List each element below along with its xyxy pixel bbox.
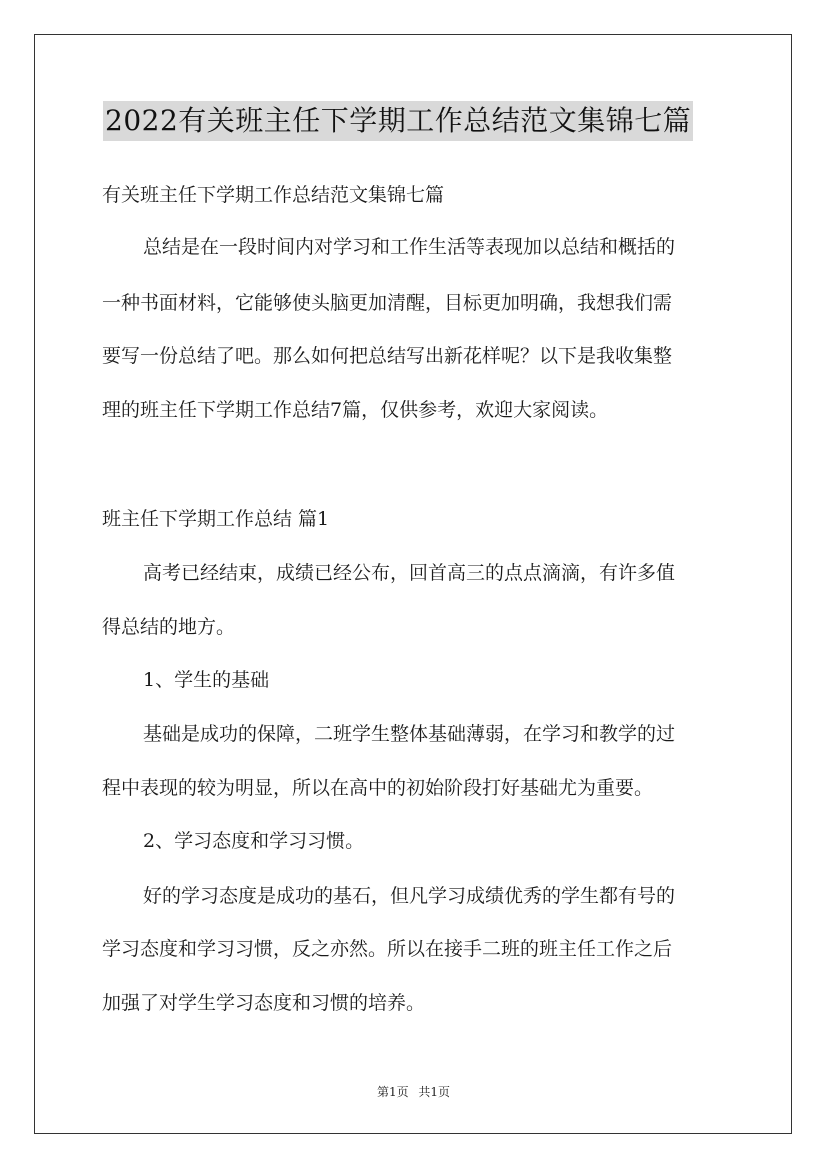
document-subtitle: 有关班主任下学期工作总结范文集锦七篇	[102, 184, 445, 206]
paragraph-line: 程中表现的较为明显，所以在高中的初始阶段打好基础尤为重要。	[102, 777, 654, 799]
intro-line-4: 理的班主任下学期工作总结7篇，仅供参考，欢迎大家阅读。	[102, 399, 609, 421]
page-total: 共1页	[418, 1085, 451, 1099]
paragraph-line: 好的学习态度是成功的基石，但凡学习成绩优秀的学生都有号的	[143, 885, 676, 907]
list-heading: 1、学生的基础	[143, 669, 270, 691]
paragraph-line: 基础是成功的保障，二班学生整体基础薄弱，在学习和教学的过	[143, 723, 676, 745]
paragraph-line: 学习态度和学习习惯，反之亦然。所以在接手二班的班主任工作之后	[102, 938, 673, 960]
page-footer	[0, 1084, 827, 1100]
document-title: 2022有关班主任下学期工作总结范文集锦七篇	[103, 101, 693, 141]
intro-line-1: 总结是在一段时间内对学习和工作生活等表现加以总结和概括的	[143, 236, 676, 258]
paragraph-line: 加强了对学生学习态度和习惯的培养。	[102, 992, 426, 1014]
section-heading: 班主任下学期工作总结 篇1	[102, 508, 330, 530]
intro-line-2: 一种书面材料，它能够使头脑更加清醒，目标更加明确，我想我们需	[102, 292, 673, 314]
list-heading: 2、学习态度和学习习惯。	[143, 830, 365, 852]
paragraph-line: 高考已经结束，成绩已经公布，回首高三的点点滴滴，有许多值	[143, 562, 676, 584]
paragraph-line: 得总结的地方。	[102, 616, 236, 638]
page-number: 第1页	[376, 1085, 409, 1099]
intro-line-3: 要写一份总结了吧。那么如何把总结写出新花样呢？以下是我收集整	[102, 345, 673, 367]
